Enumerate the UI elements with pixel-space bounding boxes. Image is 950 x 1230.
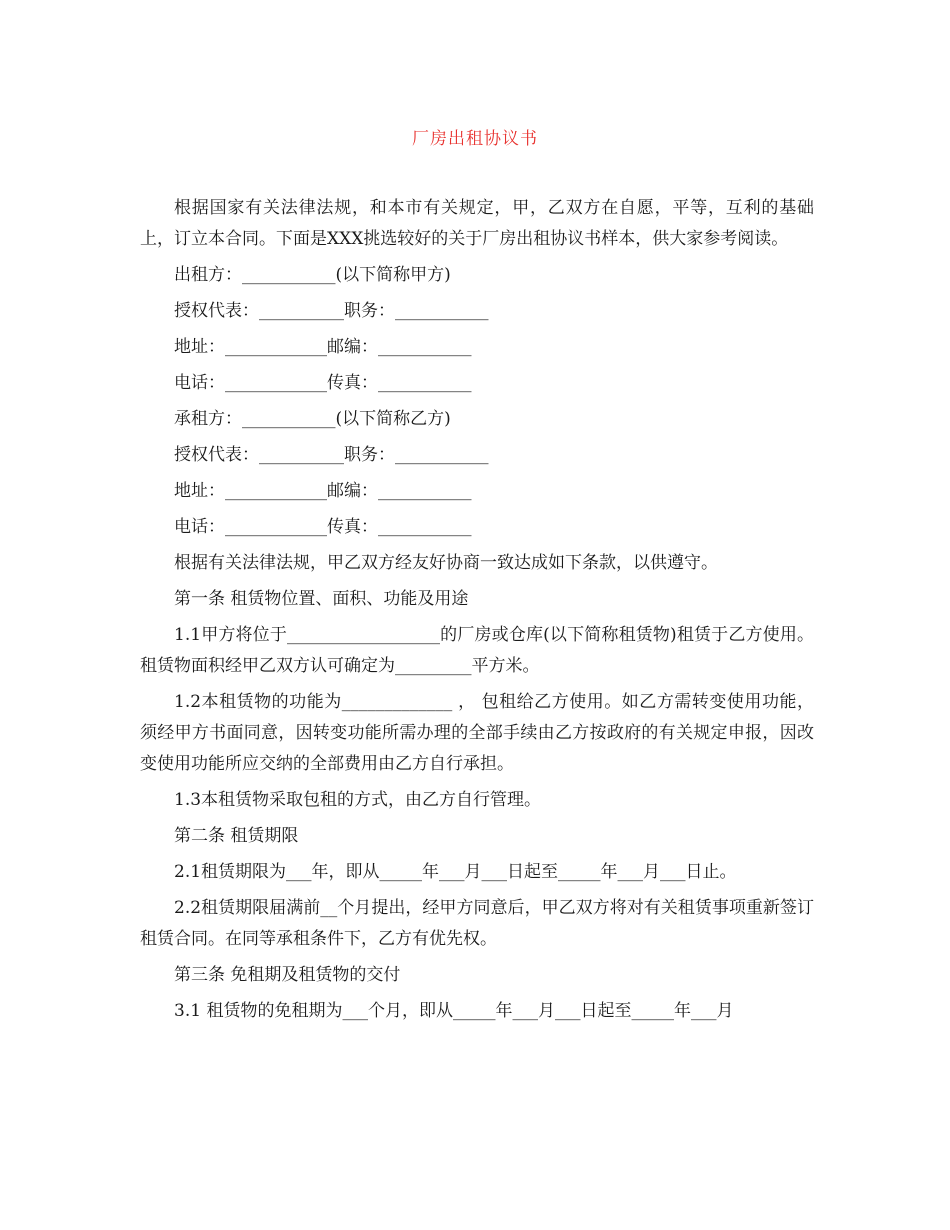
lessee-address-line: 地址：____________邮编：___________ (174, 481, 472, 501)
clause-1-2: 1.2本租赁物的功能为_____________ ， 包租给乙方使用。如乙方需转变使用功能，须经甲方书面同意，因转变功能所需办理的全部手续由乙方按政府的有关规定申报，因改变使用功能所应交纳的全部费用由乙方自行承担。 (140, 692, 814, 774)
lessee-line: 承租方：___________(以下简称乙方) (174, 409, 451, 429)
document-title: 厂房出租协议书 (412, 129, 538, 149)
lessor-phone-line: 电话：____________传真：___________ (174, 373, 472, 393)
clause-1-1: 1.1甲方将位于__________________的厂房或仓库(以下简称租赁物)租赁于乙方使用。租赁物面积经甲乙双方认可确定为_________平方米。 (140, 625, 814, 676)
clause-3-1: 3.1 租赁物的免租期为___个月，即从_____年___月___日起至_____年___月 (174, 1001, 734, 1021)
document-body (140, 193, 814, 1032)
lessor-line: 出租方：___________(以下简称甲方) (174, 265, 451, 285)
article-1-heading: 第一条 租赁物位置、面积、功能及用途 (174, 589, 469, 609)
lessee-representative-line: 授权代表：__________职务：___________ (174, 445, 489, 465)
clause-1-3: 1.3本租赁物采取包租的方式，由乙方自行管理。 (174, 790, 542, 810)
lessor-representative-line: 授权代表：__________职务：___________ (174, 301, 489, 321)
agreement-paragraph: 根据有关法律法规，甲乙双方经友好协商一致达成如下条款，以供遵守。 (174, 553, 718, 573)
intro-paragraph: 根据国家有关法律法规，和本市有关规定，甲，乙双方在自愿，平等，互利的基础上，订立本合同。下面是XXX挑选较好的关于厂房出租协议书样本，供大家参考阅读。 (140, 198, 814, 249)
article-3-heading: 第三条 免租期及租赁物的交付 (174, 965, 401, 985)
clause-2-2: 2.2租赁期限届满前__个月提出，经甲方同意后，甲乙双方将对有关租赁事项重新签订租赁合同。在同等承租条件下，乙方有优先权。 (140, 898, 814, 949)
lessee-phone-line: 电话：____________传真：___________ (174, 517, 472, 537)
lessor-address-line: 地址：____________邮编：___________ (174, 337, 472, 357)
clause-2-1: 2.1租赁期限为___年，即从_____年___月___日起至_____年___月___日止。 (174, 862, 737, 882)
article-2-heading: 第二条 租赁期限 (174, 826, 299, 846)
